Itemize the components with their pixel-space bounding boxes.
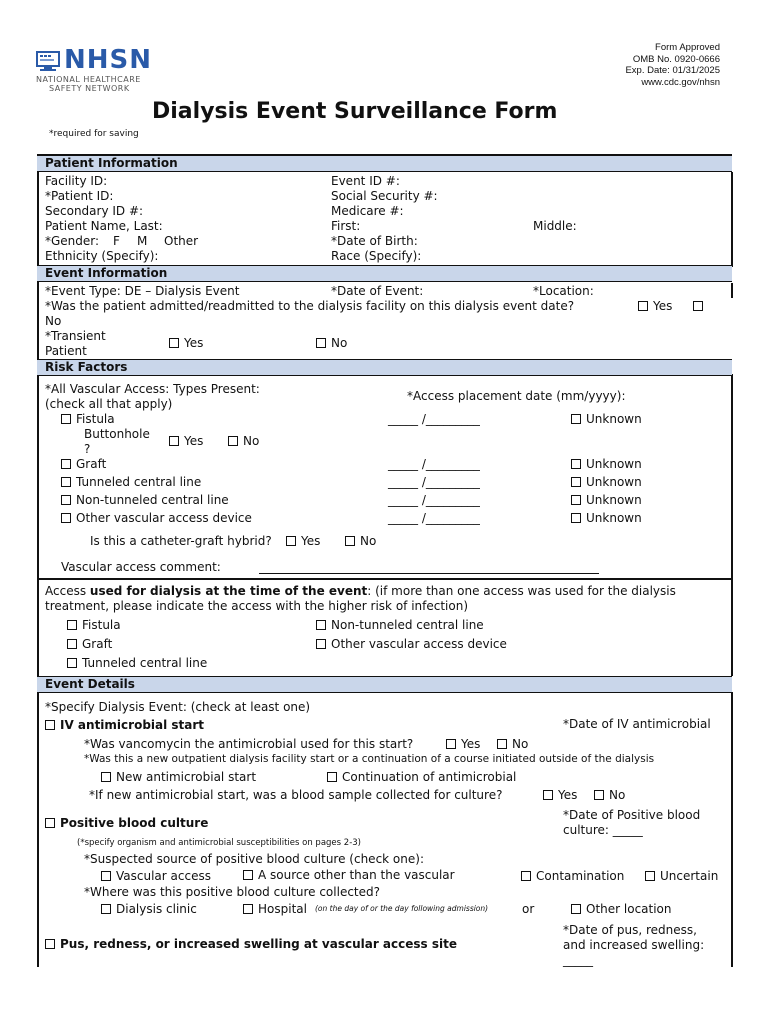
comment-input-line[interactable]	[259, 573, 599, 574]
race-label: Race (Specify):	[331, 249, 422, 263]
checkbox-icon[interactable]	[61, 495, 71, 505]
unknown-label: Unknown	[586, 511, 642, 525]
other-location-label: Other location	[586, 902, 672, 916]
uncertain-option[interactable]	[645, 869, 718, 883]
graft-label: Graft	[76, 457, 107, 471]
graft-option[interactable]	[61, 457, 106, 471]
used-graft-option[interactable]	[67, 637, 112, 651]
other-location-option[interactable]	[571, 902, 672, 916]
checkbox-icon[interactable]	[594, 790, 604, 800]
risk-factors-title: Risk Factors	[45, 360, 128, 374]
hospital-option[interactable]	[243, 902, 307, 916]
where-collected-label: *Where was this positive blood culture collected?	[84, 885, 380, 899]
tunneled-date[interactable]: _____ /_________	[388, 475, 480, 489]
checkbox-icon[interactable]	[169, 436, 179, 446]
specify-event-label: *Specify Dialysis Event: (check at least one)	[45, 700, 311, 714]
checkbox-icon[interactable]	[543, 790, 553, 800]
used-tunneled-option[interactable]	[67, 656, 207, 670]
page-title: Dialysis Event Surveillance Form	[152, 99, 558, 124]
checkbox-icon[interactable]	[169, 338, 179, 348]
positive-date-label-1: *Date of Positive blood	[563, 808, 701, 822]
patient-info-header	[37, 155, 732, 172]
checkbox-icon[interactable]	[521, 871, 531, 881]
right-border-risk	[731, 374, 733, 676]
uncertain-label: Uncertain	[660, 869, 719, 883]
checkbox-icon[interactable]	[67, 658, 77, 668]
hospital-note: (on the day of or the day following admission)	[315, 904, 489, 913]
yes-label: Yes	[461, 737, 481, 751]
checkbox-icon[interactable]	[571, 477, 581, 487]
vancomycin-question: *Was vancomycin the antimicrobial used for this start?	[84, 737, 414, 751]
admitted-yes-option[interactable]	[638, 299, 672, 313]
fistula-unknown[interactable]	[571, 412, 642, 426]
checkbox-icon[interactable]	[286, 536, 296, 546]
continuation-label: Continuation of antimicrobial	[342, 770, 517, 784]
admitted-yes-label: Yes	[653, 299, 673, 313]
event-id-label: Event ID #:	[331, 174, 400, 188]
graft-label: Graft	[82, 637, 113, 651]
gender-m-option[interactable]: M	[137, 234, 148, 248]
fistula-option[interactable]	[61, 412, 115, 426]
logo-subtitle-1: NATIONAL HEALTHCARE	[36, 75, 141, 84]
hybrid-no[interactable]	[345, 534, 376, 548]
no-label: No	[243, 434, 260, 448]
event-details-header	[37, 676, 732, 693]
transient-no-option[interactable]	[316, 336, 347, 350]
yes-label: Yes	[558, 788, 578, 802]
hospital-label: Hospital	[258, 902, 307, 916]
other-device-unknown[interactable]	[571, 511, 642, 525]
check-all-note: (check all that apply)	[45, 397, 173, 411]
other-device-date[interactable]: _____ /_________	[388, 511, 480, 525]
checkbox-icon[interactable]	[571, 414, 581, 424]
patient-name-last-label: Patient Name, Last:	[45, 219, 163, 233]
first-name-label: First:	[331, 219, 361, 233]
transient-no-label: No	[331, 336, 348, 350]
access-used-bold: used for dialysis at the time of the event	[89, 584, 368, 598]
buttonhole-no[interactable]	[228, 434, 259, 448]
event-info-title: Event Information	[45, 266, 168, 280]
right-border-patient	[731, 172, 733, 267]
tunneled-unknown[interactable]	[571, 475, 642, 489]
unknown-label: Unknown	[586, 493, 642, 507]
checkbox-icon[interactable]	[316, 620, 326, 630]
transient-label-2: Patient	[45, 344, 87, 358]
gender-other-option[interactable]: Other	[164, 234, 199, 248]
right-border-event	[731, 283, 733, 298]
checkbox-icon[interactable]	[45, 720, 55, 730]
vancomycin-no[interactable]	[497, 737, 528, 751]
checkbox-icon[interactable]	[243, 870, 253, 880]
blood-sample-question: *If new antimicrobial start, was a blood sample collected for culture?	[89, 788, 503, 802]
date-of-event-label: *Date of Event:	[331, 284, 424, 298]
placement-date-label: *Access placement date (mm/yyyy):	[407, 389, 626, 403]
checkbox-icon[interactable]	[61, 459, 71, 469]
non-tunneled-label: Non-tunneled central line	[76, 493, 229, 507]
risk-divider	[37, 578, 732, 580]
checkbox-icon[interactable]	[571, 495, 581, 505]
checkbox-icon[interactable]	[497, 739, 507, 749]
used-non-tunneled-option[interactable]	[316, 618, 484, 632]
access-used-suffix: : (if more than one access was used for the dialysis	[367, 584, 676, 598]
access-used-prefix: Access	[45, 584, 90, 598]
checkbox-icon[interactable]	[345, 536, 355, 546]
contamination-option[interactable]	[521, 869, 624, 883]
yes-label: Yes	[301, 534, 321, 548]
tunneled-label: Tunneled central line	[76, 475, 202, 489]
hybrid-question: Is this a catheter-graft hybrid?	[90, 534, 272, 548]
checkbox-icon[interactable]	[61, 414, 71, 424]
checkbox-icon[interactable]	[446, 739, 456, 749]
tunneled-label: Tunneled central line	[82, 656, 208, 670]
dob-label: *Date of Birth:	[331, 234, 418, 248]
dialysis-clinic-option[interactable]	[101, 902, 197, 916]
checkbox-icon[interactable]	[61, 477, 71, 487]
non-tunneled-date[interactable]: _____ /_________	[388, 493, 480, 507]
checkbox-icon[interactable]	[67, 620, 77, 630]
unknown-label: Unknown	[586, 475, 642, 489]
contamination-label: Contamination	[536, 869, 625, 883]
blood-sample-no[interactable]	[594, 788, 625, 802]
graft-unknown[interactable]	[571, 457, 642, 471]
vascular-access-option[interactable]	[101, 869, 211, 883]
all-access-label: *All Vascular Access: Types Present:	[45, 382, 260, 396]
buttonhole-label-1: Buttonhole	[84, 427, 150, 441]
other-device-option[interactable]	[61, 511, 252, 525]
pus-label: Pus, redness, or increased swelling at vascular access site	[60, 937, 457, 951]
checkbox-icon[interactable]	[101, 871, 111, 881]
patient-info-title: Patient Information	[45, 156, 178, 170]
logo-wordmark: NHSN	[64, 45, 153, 75]
computer-monitor-icon	[35, 50, 61, 74]
comment-label: Vascular access comment:	[61, 560, 221, 574]
non-tunneled-unknown[interactable]	[571, 493, 642, 507]
checkbox-icon[interactable]	[571, 904, 581, 914]
or-label: or	[522, 902, 535, 916]
checkbox-icon[interactable]	[327, 772, 337, 782]
transient-yes-label: Yes	[184, 336, 204, 350]
buttonhole-label-2: ?	[84, 442, 91, 456]
vascular-access-label: Vascular access	[116, 869, 211, 883]
outpatient-question: *Was this a new outpatient dialysis facility start or a continuation of a course initiated outside of the dialysis	[84, 753, 655, 765]
nhsn-logo	[34, 46, 164, 94]
suspected-source-label: *Suspected source of positive blood culture (check one):	[84, 852, 424, 866]
form-approval-block	[625, 42, 720, 88]
specify-organism-note: (*specify organism and antimicrobial susceptibilities on pages 2-3)	[77, 838, 361, 848]
non-tunneled-option[interactable]	[61, 493, 229, 507]
medicare-label: Medicare #:	[331, 204, 404, 218]
positive-culture-label: Positive blood culture	[60, 816, 209, 830]
transient-yes-option[interactable]	[169, 336, 203, 350]
access-used-line-1	[45, 584, 676, 598]
risk-factors-header	[37, 359, 732, 376]
checkbox-icon[interactable]	[67, 639, 77, 649]
other-source-label: A source other than the vascular	[258, 868, 455, 882]
checkbox-icon[interactable]	[228, 436, 238, 446]
continuation-option[interactable]	[327, 770, 516, 784]
pus-date-label-3: _____	[563, 953, 593, 967]
buttonhole-yes[interactable]	[169, 434, 203, 448]
gender-f-option[interactable]: F	[113, 234, 120, 248]
hybrid-yes[interactable]	[286, 534, 320, 548]
checkbox-icon[interactable]	[645, 871, 655, 881]
checkbox-icon[interactable]	[243, 904, 253, 914]
non-tunneled-label: Non-tunneled central line	[331, 618, 484, 632]
pus-date-label-2: and increased swelling:	[563, 938, 705, 952]
other-device-label: Other vascular access device	[76, 511, 252, 525]
form-approved-text: Form Approved	[655, 42, 720, 53]
event-type-label: *Event Type: DE – Dialysis Event	[45, 284, 240, 298]
pus-date-label-1: *Date of pus, redness,	[563, 923, 697, 937]
used-other-device-option[interactable]	[316, 637, 507, 651]
yes-label: Yes	[184, 434, 204, 448]
new-start-label: New antimicrobial start	[116, 770, 257, 784]
checkbox-icon[interactable]	[45, 818, 55, 828]
new-start-option[interactable]	[101, 770, 256, 784]
checkbox-icon[interactable]	[101, 904, 111, 914]
fistula-label: Fistula	[76, 412, 115, 426]
used-fistula-option[interactable]	[67, 618, 121, 632]
gender-label: *Gender:	[45, 234, 100, 248]
ethnicity-label: Ethnicity (Specify):	[45, 249, 159, 263]
iv-date-label: *Date of IV antimicrobial	[563, 717, 711, 731]
iv-start-option[interactable]	[45, 718, 204, 732]
fistula-date[interactable]: _____ /_________	[388, 412, 480, 426]
event-details-title: Event Details	[45, 677, 135, 691]
tunneled-option[interactable]	[61, 475, 201, 489]
unknown-label: Unknown	[586, 457, 642, 471]
checkbox-icon[interactable]	[571, 513, 581, 523]
omb-number: OMB No. 0920-0666	[632, 53, 720, 65]
other-source-option[interactable]	[243, 868, 455, 882]
transient-label-1: *Transient	[45, 329, 106, 343]
vancomycin-yes[interactable]	[446, 737, 480, 751]
checkbox-icon[interactable]	[693, 301, 703, 311]
facility-id-label: Facility ID:	[45, 174, 108, 188]
secondary-id-label: Secondary ID #:	[45, 204, 144, 218]
other-device-label: Other vascular access device	[331, 637, 507, 651]
location-label: *Location:	[533, 284, 594, 298]
admitted-no-checkbox[interactable]	[693, 299, 708, 313]
fistula-label: Fistula	[82, 618, 121, 632]
admitted-no-label: No	[45, 314, 62, 328]
required-note: *required for saving	[49, 129, 139, 139]
pus-option[interactable]	[45, 937, 457, 951]
graft-date[interactable]: _____ /_________	[388, 457, 480, 471]
unknown-label: Unknown	[586, 412, 642, 426]
patient-id-label: *Patient ID:	[45, 189, 114, 203]
no-label: No	[512, 737, 529, 751]
checkbox-icon[interactable]	[61, 513, 71, 523]
no-label: No	[360, 534, 377, 548]
access-used-line-2: treatment, please indicate the access with the higher risk of infection)	[45, 599, 469, 613]
middle-name-label: Middle:	[533, 219, 577, 233]
website-link[interactable]: www.cdc.gov/nhsn	[641, 76, 720, 88]
checkbox-icon[interactable]	[571, 459, 581, 469]
iv-start-label: IV antimicrobial start	[60, 718, 205, 732]
positive-date-label-2: culture: _____	[563, 823, 643, 837]
blood-sample-yes[interactable]	[543, 788, 577, 802]
positive-culture-option[interactable]	[45, 816, 208, 830]
right-border-details	[731, 692, 733, 967]
dialysis-clinic-label: Dialysis clinic	[116, 902, 197, 916]
ssn-label: Social Security #:	[331, 189, 438, 203]
event-info-header	[37, 265, 732, 282]
checkbox-icon[interactable]	[101, 772, 111, 782]
checkbox-icon[interactable]	[316, 639, 326, 649]
checkbox-icon[interactable]	[45, 939, 55, 949]
logo-subtitle-2: SAFETY NETWORK	[49, 84, 130, 93]
checkbox-icon[interactable]	[316, 338, 326, 348]
checkbox-icon[interactable]	[638, 301, 648, 311]
expiration-date: Exp. Date: 01/31/2025	[625, 65, 720, 76]
admitted-question: *Was the patient admitted/readmitted to the dialysis facility on this dialysis event date?	[45, 299, 575, 313]
no-label: No	[609, 788, 626, 802]
